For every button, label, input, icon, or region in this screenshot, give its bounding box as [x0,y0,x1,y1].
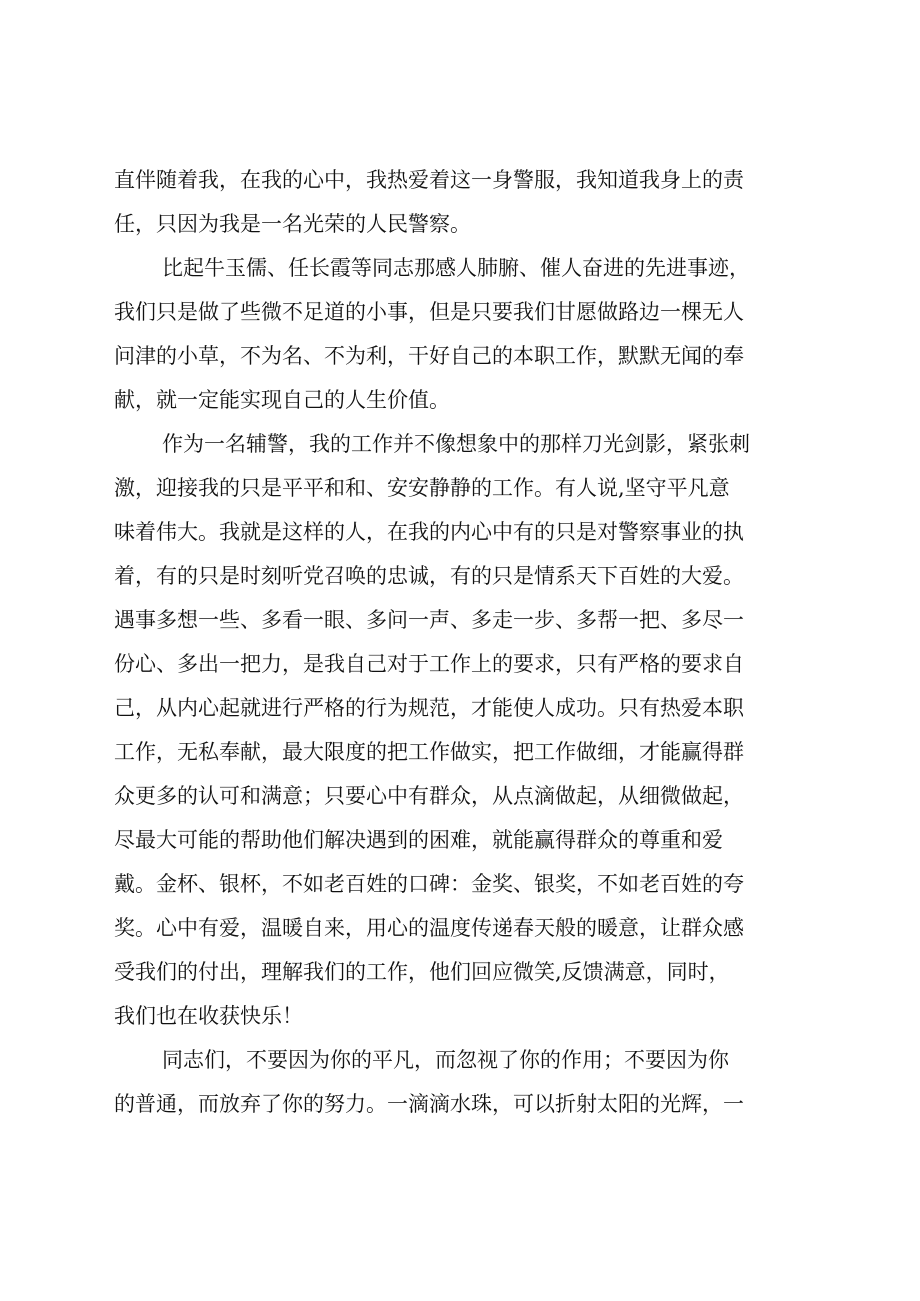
text-line: 奖。心中有爱，温暖自来，用心的温度传递春天般的暖意，让群众感 [114,916,744,940]
text-line: 我们只是做了些微不足道的小事，但是只要我们甘愿做路边一棵无人 [114,300,744,324]
paragraph-first-line: 同志们，不要因为你的平凡，而忽视了你的作用；不要因为你 [162,1048,729,1072]
text-line: 戴。金杯、银杯，不如老百姓的口碑：金奖、银奖，不如老百姓的夸 [114,872,744,896]
text-line: 受我们的付出，理解我们的工作，他们回应微笑,反馈满意，同时， [114,960,730,984]
text-line: 任，只因为我是一名光荣的人民警察。 [114,212,471,236]
paragraph-first-line: 比起牛玉儒、任长霞等同志那感人肺腑、催人奋进的先进事迹， [162,256,750,280]
text-line: 众更多的认可和满意；只要心中有群众，从点滴做起，从细微做起， [114,784,744,808]
text-line: 遇事多想一些、多看一眼、多问一声、多走一步、多帮一把、多尽一 [114,608,744,632]
text-line: 工作，无私奉献，最大限度的把工作做实，把工作做细，才能赢得群 [114,740,744,764]
text-line: 己，从内心起就进行严格的行为规范，才能使人成功。只有热爱本职 [114,696,744,720]
text-line: 直伴随着我，在我的心中，我热爱着这一身警服，我知道我身上的责 [114,168,744,192]
text-line: 味着伟大。我就是这样的人，在我的内心中有的只是对警察事业的执 [114,520,744,544]
text-line: 份心、多出一把力，是我自己对于工作上的要求，只有严格的要求自 [114,652,744,676]
text-line: 尽最大可能的帮助他们解决遇到的困难，就能赢得群众的尊重和爱 [114,828,723,852]
text-line: 问津的小草，不为名、不为利，干好自己的本职工作，默默无闻的奉 [114,344,744,368]
text-line: 激，迎接我的只是平平和和、安安静静的工作。有人说,坚守平凡意 [114,476,730,500]
text-line: 的普通，而放弃了你的努力。一滴滴水珠，可以折射太阳的光辉，一 [114,1092,744,1116]
text-line: 我们也在收获快乐！ [114,1004,303,1028]
paragraph-first-line: 作为一名辅警，我的工作并不像想象中的那样刀光剑影，紧张刺 [162,432,750,456]
text-line: 着，有的只是时刻听党召唤的忠诚，有的只是情系天下百姓的大爱。 [114,564,744,588]
text-line: 献，就一定能实现自己的人生价值。 [114,388,450,412]
